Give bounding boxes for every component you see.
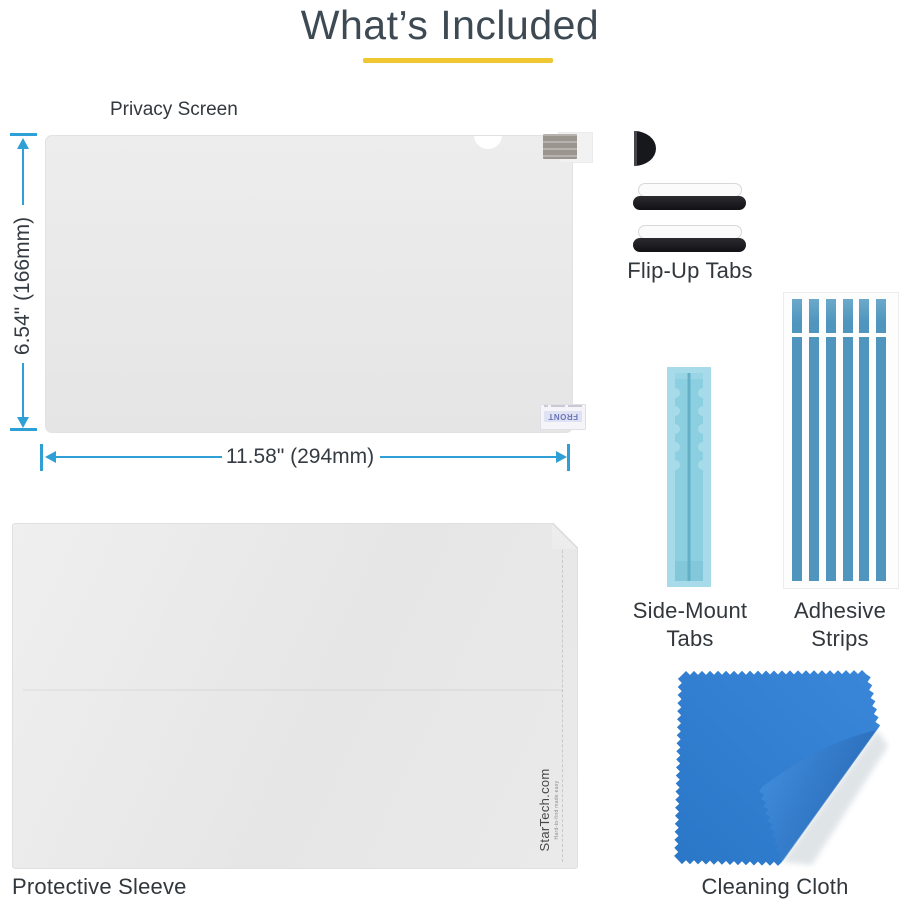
flip-tab-strip-black-2 xyxy=(633,238,746,252)
front-sticker-text: FRONT xyxy=(544,411,582,422)
hdim-left-cap xyxy=(40,444,43,471)
screen-top-notch xyxy=(474,135,502,149)
privacy-screen-label: Privacy Screen xyxy=(110,99,238,120)
side-mount-tabs-graphic xyxy=(664,365,714,589)
protective-sleeve xyxy=(12,523,578,869)
title-underline xyxy=(363,58,553,63)
vdim-line-top xyxy=(22,148,24,205)
vdim-top-cap xyxy=(10,133,37,136)
front-sticker-lines xyxy=(544,405,582,407)
hdim-arrow-left xyxy=(45,451,56,463)
hdim-label: 11.58" (294mm) xyxy=(225,445,375,468)
vdim-line-bottom xyxy=(22,363,24,418)
flip-tab-strip-black-1 xyxy=(633,196,746,210)
cleaning-cloth-label: Cleaning Cloth xyxy=(701,874,849,899)
vdim-label: 6.54" (166mm) xyxy=(11,216,34,356)
top-corner-sticker xyxy=(543,134,577,159)
hdim-line-left xyxy=(56,456,222,458)
flip-up-tabs-label: Flip-Up Tabs xyxy=(627,258,753,283)
hdim-line-right xyxy=(380,456,556,458)
adhesive-strips-label: Adhesive Strips xyxy=(793,598,887,651)
front-sticker xyxy=(540,404,586,430)
page-title: What’s Included xyxy=(300,2,600,48)
side-mount-tabs-label: Side-Mount Tabs xyxy=(632,598,748,651)
flip-tab-strip-white-2 xyxy=(638,225,742,239)
flip-tab-side-icon xyxy=(634,131,656,166)
hdim-right-cap xyxy=(567,444,570,471)
privacy-screen-panel xyxy=(45,135,573,433)
cleaning-cloth-graphic xyxy=(660,658,890,870)
vdim-arrow-down xyxy=(17,417,29,428)
startech-logo: StarTech.com Hard-to-find made easy xyxy=(537,768,560,852)
protective-sleeve-label: Protective Sleeve xyxy=(12,874,187,899)
hdim-arrow-right xyxy=(556,451,567,463)
adhesive-strips-card xyxy=(783,292,899,589)
flip-tab-strip-white-1 xyxy=(638,183,742,197)
sleeve-fold-corner xyxy=(552,523,578,549)
sleeve-crease-line xyxy=(23,689,563,691)
vdim-bottom-cap xyxy=(10,428,37,431)
